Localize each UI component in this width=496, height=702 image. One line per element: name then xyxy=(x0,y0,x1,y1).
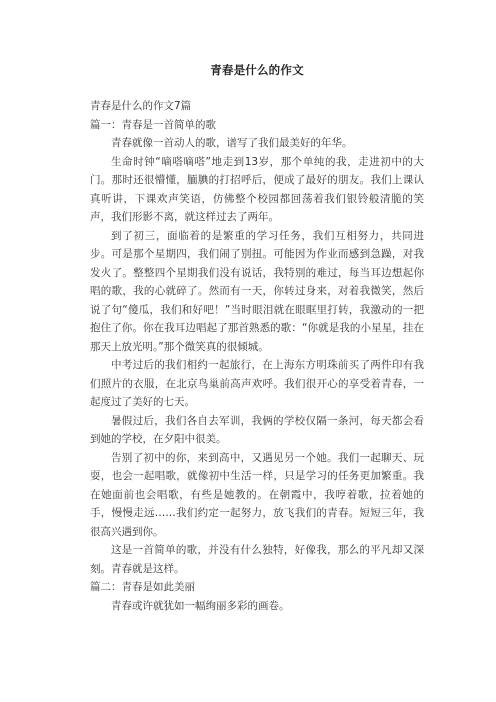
section-1-paragraph-6: 告别了初中的你，来到高中，又遇见另一个她。我们一起聊天、玩耍，也会一起唱歌，就像初中生活一样，只是学习的任务更加繁重。我在她面前也会唱歌，有些是她教的。在朝霞中，我哼着歌，拉着她的手，慢慢走远……我们约定一起努力，放飞我们的青春。短短三年，我很高兴遇到你。 xyxy=(90,451,424,538)
section-heading-2: 篇二：青春是如此美丽 xyxy=(90,581,195,593)
section-1-paragraph-3: 到了初三，面临着的是繁重的学习任务，我们互相努力，共同进步。可是那个星期四，我们闹了别扭。可能因为作业而感到急躁，对我发火了。整整四个星期我们没有说话，我特别的难过，每当耳边想起你唱的歌，我的心就碎了。然而有一天，你转过身来，对着我微笑，然后说了句“傻瓜，我们和好吧！”当时眼泪就在眼眶里打转，我激动的一把抱住了你。你在我耳边唱起了那首熟悉的歌：“你就是我的小星星，挂在那天上放光明。”那个微笑真的很倾城。 xyxy=(90,229,424,353)
section-1-paragraph-5: 暑假过后，我们各自去军训，我俩的学校仅隔一条河，每天都会看到她的学校，在夕阳中很美。 xyxy=(90,414,424,445)
section-1-paragraph-1: 青春就像一首动人的歌，谱写了我们最美好的年华。 xyxy=(111,137,353,149)
document-subtitle: 青春是什么的作文7篇 xyxy=(90,100,192,112)
section-1-paragraph-7: 这是一首简单的歌，并没有什么独特，好像我，那么的平凡却又深刻。青春就是这样。 xyxy=(90,544,424,575)
section-heading-1: 篇一：青春是一首简单的歌 xyxy=(90,118,216,131)
section-1-paragraph-4: 中考过后的我们相约一起旅行，在上海东方明珠前买了两件印有我们照片的衣服，在北京鸟巢前高声欢呼。我们很开心的享受着青春，一起度过了美好的七天。 xyxy=(90,359,424,408)
section-2-paragraph-1: 青春或许就犹如一幅绚丽多彩的画卷。 xyxy=(111,599,290,612)
document-title: 青春是什么的作文 xyxy=(210,63,304,77)
section-1-paragraph-2: 生命时钟“嘀嗒嘀嗒”地走到13岁，那个单纯的我，走进初中的大门。那时还很懵懂，腼腆的打招呼后，便成了最好的朋友。我们上课认真听讲，下课欢声笑语，仿佛整个校园都回荡着我们银铃般清脆的笑声，我们形影不离，就这样过去了两年。 xyxy=(90,155,424,223)
document-body xyxy=(90,97,424,615)
